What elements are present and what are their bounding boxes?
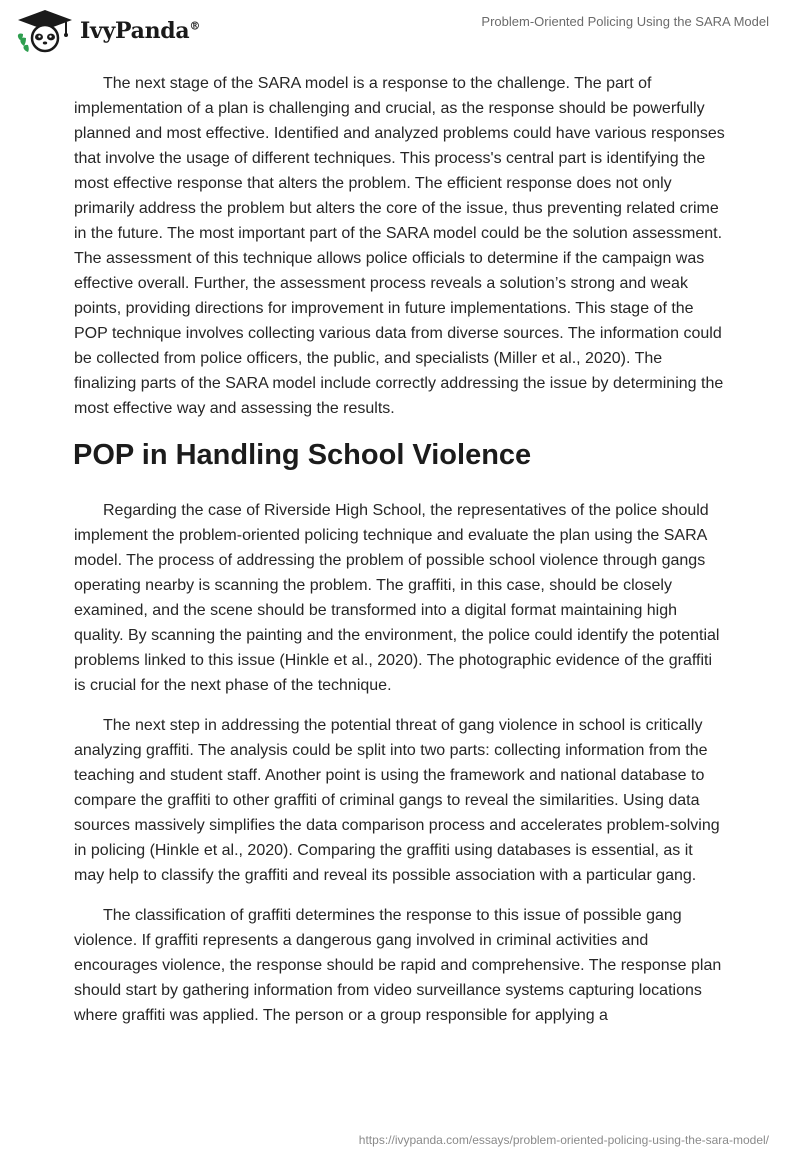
panda-graduate-logo-icon — [16, 8, 74, 54]
source-url[interactable]: https://ivypanda.com/essays/problem-oriented-policing-using-the-sara-model/ — [358, 1133, 769, 1147]
paragraph: Regarding the case of Riverside High School, the representatives of the police should implement the problem-oriented policing technique and evaluate the plan using the SARA model. The process of addressing the problem of possible school violence through gangs operating nearby is scanning the problem. The graffiti, in this case, should be closely examined, and the scene should be transformed into a digital format maintaining high quality. By scanning the painting and the environment, the police could identify the potential problems linked to this issue (Hinkle et al., 2020). The photographic evidence of the graffiti is crucial for the next phase of the technique. — [74, 502, 720, 694]
brand-name: IvyPanda® — [80, 18, 201, 44]
registered-mark: ® — [189, 19, 201, 33]
paragraph: The classification of graffiti determines the response to this issue of possible gang violence. If graffiti represents a dangerous gang involved in criminal activities and encourages violence, the response should be rapid and comprehensive. The response plan should start by gathering information from video surveillance systems capturing locations where graffiti was applied. The person or a group responsible for applying a — [74, 907, 722, 1024]
paragraph: The next step in addressing the potential threat of gang violence in school is critically analyzing graffiti. The analysis could be split into two parts: collecting information from the teaching and student staff. Another point is using the framework and national database to compare the graffiti to other graffiti of criminal gangs to reveal the similarities. Using data sources massively simplifies the data comparison process and accelerates problem-solving in policing (Hinkle et al., 2020). Comparing the graffiti using databases is essential, as it may help to classify the graffiti and reveal its possible association with a particular gang. — [74, 717, 720, 884]
essay-content — [74, 71, 726, 1043]
page-header — [0, 0, 800, 70]
paragraph: The next stage of the SARA model is a response to the challenge. The part of implementation of a plan is challenging and crucial, as the response should be powerfully planned and most effective. Identified and analyzed problems could have various responses that involve the usage of different techniques. This process's central part is identifying the most effective response that alters the problem. The efficient response does not only primarily address the problem but alters the core of the issue, thus preventing related crime in the future. The most important part of the SARA model could be the solution assessment. The assessment of this technique allows police officials to determine if the campaign was effective overall. Further, the assessment process reveals a solution’s strong and weak points, providing directions for improvement in future implementations. This stage of the POP technique involves collecting various data from diverse sources. The information could be collected from police officers, the public, and specialists (Miller et al., 2020). The finalizing parts of the SARA model include correctly addressing the issue by determining the most effective way and assessing the results. — [74, 75, 725, 417]
ivypanda-logo[interactable] — [16, 8, 200, 54]
document-title: Problem-Oriented Policing Using the SARA Model — [481, 14, 769, 29]
section-heading: POP in Handling School Violence — [73, 439, 532, 471]
